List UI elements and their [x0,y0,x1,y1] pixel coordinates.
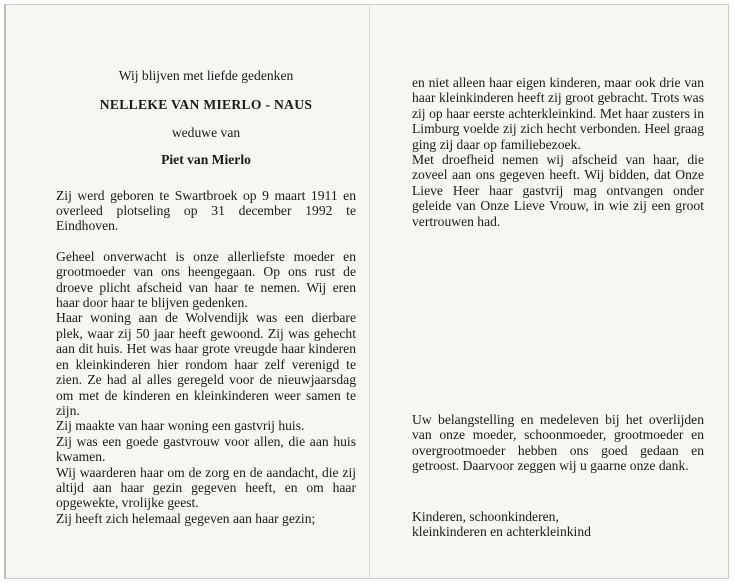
widow-of-line: weduwe van [171,124,241,140]
right-page [412,75,704,229]
signoff-line-2: kleinkinderen en achterkleinkind [412,524,591,540]
paragraph-grandchildren: en niet alleen haar eigen kinderen, maar ook drie van haar kleinkinderen heeft zij groot gebracht. Trots was zij op haar eerste achterkleinkind. Met haar zusters in Limburg voelde zij zich hecht verbonden. Heel graag ging zij daar op familiebezoek. [412,75,704,152]
thanks-paragraph [412,412,704,474]
paragraph-family: Zij heeft zich helemaal gegeven aan haar gezin; [56,510,316,526]
thanks-text: Uw belangstelling en medeleven bij het overlijden van onze moeder, schoonmoeder, grootmoeder en overgrootmoeder hebben ons goed gedaan en getroost. Daarvoor zeggen wij u gaarne onze dank. [412,412,704,474]
signoff-line-1: Kinderen, schoonkinderen, [412,509,559,524]
husband-name: Piet van Mierlo [161,152,251,168]
card-fold-line [369,4,370,579]
intro-line: Wij blijven met liefde gedenken [118,68,294,83]
signoff [412,509,704,540]
paragraph-hostess: Zij was een goede gastvrouw voor allen, die aan huis kwamen. [56,433,356,465]
paragraph-farewell: Met droefheid nemen wij afscheid van haar, die zoveel aan ons gegeven heeft. Wij bidden, dat Onze Lieve Heer haar gastvrij mag ontvangen onder geleide van Onze Lieve Vrouw, in wie zij een groot vertrouwen had. [412,152,704,229]
paragraph-home: Haar woning aan de Wolvendijk was een dierbare plek, waar zij 50 jaar heeft gewoond. Zij was gehecht aan dit huis. Het was haar grote vreugde haar kinderen en kleinkinderen hier rondom haar zelf verenigd te zien. Ze had al alles geregeld voor de nieuwjaarsdag om met de kinderen en kleinkinderen weer samen te zijn. [56,310,356,418]
paragraph-hospitable-home: Zij maakte van haar woning een gastvrij huis. [56,418,305,434]
paragraph-appreciation: Wij waarderen haar om de zorg en de aandacht, die zij altijd aan haar gezin gegeven heeft, en om haar opgewekte, vrolijke geest. [56,464,356,511]
left-page [56,68,356,526]
birth-death-paragraph: Zij werd geboren te Swartbroek op 9 maart 1911 en overleed plotseling op 31 december 1992 te Eindhoven. [56,187,356,234]
paragraph-unexpected: Geheel onverwacht is onze allerliefste moeder en grootmoeder van ons heengegaan. Op ons rust de droeve plicht afscheid van haar te nemen. Wij eren haar door haar te blijven gedenken. [56,248,356,311]
deceased-name: NELLEKE VAN MIERLO - NAUS [99,97,313,113]
